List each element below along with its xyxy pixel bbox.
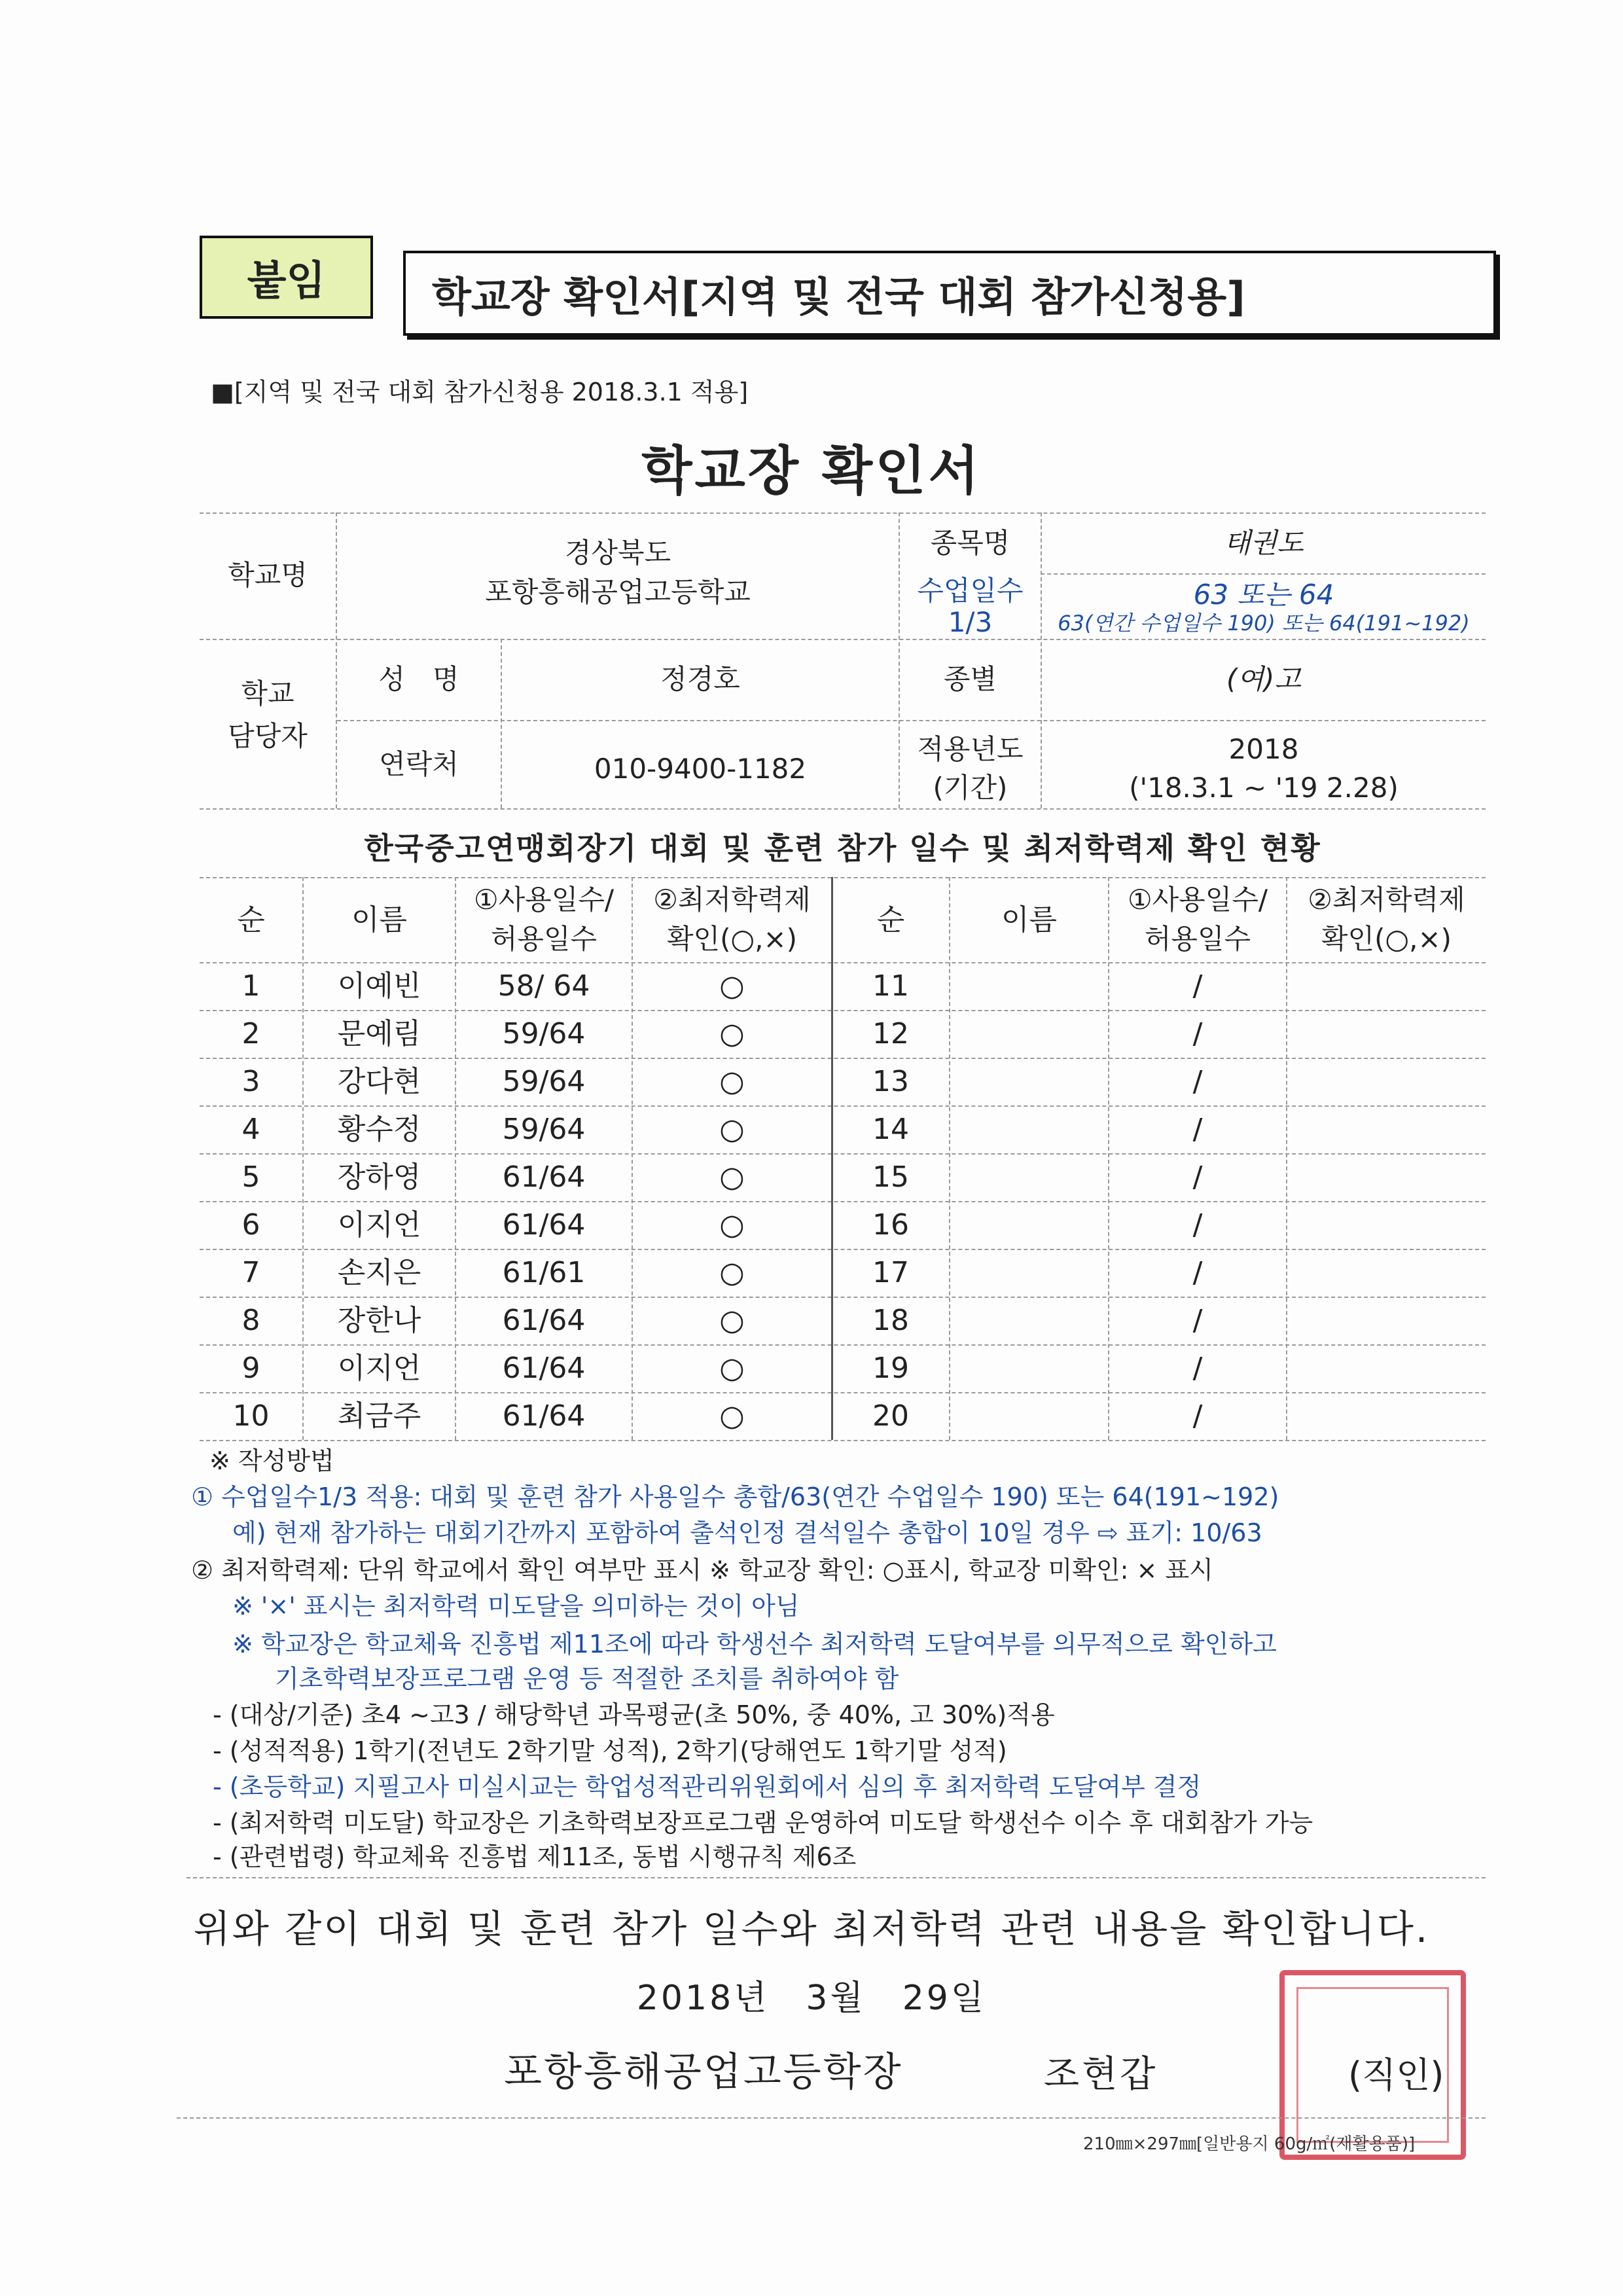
row-name: 장한나	[337, 1304, 421, 1337]
contact-label: 연락처	[379, 748, 459, 781]
status-section-title: 한국중고연맹회장기 대회 및 훈련 참가 일수 및 최저학력제 확인 현황	[364, 831, 1321, 867]
note-line: - (관련법령) 학교체육 진흥법 제11조, 동법 시행규칙 제6조	[213, 1842, 857, 1871]
row-days: 58/ 64	[497, 969, 590, 1003]
rule-line	[337, 720, 1486, 721]
row-days: /	[1192, 1113, 1203, 1146]
applicability-note: ■[지역 및 전국 대회 참가신청용 2018.3.1 적용]	[211, 378, 749, 406]
event-label: 종목명	[930, 526, 1010, 559]
col-header-no: 순	[237, 903, 265, 937]
col-header-no-right: 순	[876, 903, 905, 937]
col-header-check-line2: 확인(○,×)	[666, 922, 798, 955]
row-no: 19	[872, 1352, 909, 1385]
col-header-days-line1: ①사용일수/	[473, 883, 615, 916]
rule-line	[200, 1440, 1486, 1441]
class-days-value: 63 또는 64	[1193, 578, 1334, 611]
notes-heading: ※ 작성방법	[209, 1446, 334, 1475]
school-name-label: 학교명	[228, 559, 308, 592]
row-no: 2	[241, 1017, 260, 1050]
row-days: /	[1192, 1017, 1203, 1050]
school-signer: 포항흥해공업고등학장	[504, 2049, 903, 2095]
col-header-name-right: 이름	[1001, 903, 1057, 937]
row-days: 61/64	[502, 1208, 586, 1242]
note-line: - (최저학력 미도달) 학교장은 기초학력보장프로그램 운영하여 미도달 학생선수 이수 후 대회참가 가능	[213, 1808, 1313, 1837]
row-no: 16	[872, 1208, 909, 1242]
period-range: ('18.3.1 ~ '19 2.28)	[1129, 771, 1399, 804]
row-no: 1	[241, 969, 260, 1003]
row-days: /	[1192, 969, 1203, 1003]
manager-label-line1: 학교	[241, 677, 294, 709]
col-header-days-right-line1: ①사용일수/	[1127, 883, 1268, 916]
row-name: 이지언	[337, 1352, 421, 1385]
row-days: /	[1192, 1399, 1203, 1433]
col-header-days-right-line2: 허용일수	[1144, 922, 1251, 955]
rule-line	[1041, 573, 1486, 575]
row-days: /	[1192, 1256, 1203, 1289]
row-days: /	[1192, 1352, 1203, 1385]
note-line: ※ 학교장은 학교체육 진흥법 제11조에 따라 학생선수 최저학력 도달여부를 의무적으로 확인하고	[232, 1630, 1277, 1659]
row-no: 10	[232, 1399, 270, 1433]
row-no: 14	[872, 1113, 909, 1146]
row-check: ○	[719, 1208, 745, 1242]
row-days: /	[1192, 1208, 1203, 1242]
row-no: 4	[241, 1113, 260, 1146]
col-header-check-right-line1: ②최저학력제	[1308, 883, 1465, 916]
row-check: ○	[719, 1017, 745, 1050]
note-line: - (성적적용) 1학기(전년도 2학기말 성적), 2학기(당해연도 1학기말 성적)	[213, 1736, 1007, 1765]
note-line: 예) 현재 참가하는 대회기간까지 포함하여 출석인정 결석일수 총합이 10일 경우 ⇨ 표기: 10/63	[232, 1518, 1262, 1547]
note-line: ② 최저학력제: 단위 학교에서 확인 여부만 표시 ※ 학교장 확인: ○표시, 학교장 미확인: × 표시	[191, 1556, 1213, 1585]
row-days: 61/64	[502, 1160, 586, 1194]
row-name: 강다현	[337, 1065, 421, 1098]
row-days: /	[1192, 1304, 1203, 1337]
note-line: - (대상/기준) 초4 ~고3 / 해당학년 과목평균(초 50%, 중 40%, 고 30%)적용	[213, 1700, 1055, 1729]
row-name: 문예림	[337, 1017, 421, 1050]
note-line: 기초학력보장프로그램 운영 등 적절한 조치를 취하여야 함	[275, 1664, 899, 1693]
manager-name-label: 성 명	[378, 662, 459, 695]
row-days: 59/64	[502, 1017, 586, 1050]
row-no: 12	[872, 1017, 909, 1050]
row-no: 9	[241, 1352, 260, 1385]
class-days-detail: 63(연간 수업일수 190) 또는 64(191~192)	[1058, 611, 1470, 636]
note-line: ① 수업일수1/3 적용: 대회 및 훈련 참가 사용일수 총합/63(연간 수업일수 190) 또는 64(191~192)	[191, 1482, 1279, 1511]
class-days-label: 수업일수	[917, 574, 1024, 607]
row-check: ○	[719, 1160, 745, 1194]
note-line: - (초등학교) 지필고사 미실시교는 학업성적관리위원회에서 심의 후 최저학력 도달여부 결정	[213, 1772, 1202, 1801]
col-header-check-right-line2: 확인(○,×)	[1321, 922, 1452, 955]
contact-value: 010-9400-1182	[594, 752, 807, 785]
manager-label-line2: 담당자	[228, 719, 308, 752]
row-no: 13	[872, 1065, 909, 1098]
row-name: 이예빈	[337, 969, 421, 1003]
row-days: 61/64	[502, 1399, 586, 1433]
row-name: 최금주	[337, 1399, 421, 1433]
class-days-fraction-label: 1/3	[948, 605, 993, 638]
school-name: 포항흥해공업고등학교	[485, 575, 751, 608]
division-value: (여)고	[1226, 662, 1301, 695]
note-line: ※ '×' 표시는 최저학력 미도달을 의미하는 것이 아님	[232, 1592, 800, 1621]
row-check: ○	[719, 1399, 745, 1433]
row-days: 61/64	[502, 1352, 586, 1385]
row-no: 15	[872, 1160, 909, 1194]
row-days: /	[1192, 1065, 1203, 1098]
seal-label: (직인)	[1348, 2054, 1444, 2096]
col-header-days-line2: 허용일수	[490, 922, 597, 955]
row-name: 이지언	[337, 1208, 421, 1242]
row-days: /	[1192, 1160, 1203, 1194]
row-name: 장하영	[337, 1160, 421, 1194]
division-label: 종별	[943, 662, 997, 695]
row-no: 17	[872, 1256, 909, 1289]
col-header-name: 이름	[351, 903, 407, 937]
row-days: 61/64	[502, 1304, 586, 1337]
row-check: ○	[719, 1065, 745, 1098]
row-no: 6	[241, 1208, 260, 1242]
row-name: 황수정	[337, 1113, 421, 1146]
row-no: 11	[872, 969, 909, 1003]
row-check: ○	[719, 1113, 745, 1146]
row-days: 59/64	[502, 1113, 586, 1146]
form-title-box: 학교장 확인서[지역 및 전국 대회 참가신청용]	[403, 251, 1496, 336]
rule-line	[177, 2117, 1486, 2119]
row-check: ○	[719, 1352, 745, 1385]
row-days: 61/61	[502, 1256, 586, 1289]
period-year: 2018	[1228, 732, 1299, 765]
row-check: ○	[719, 969, 745, 1003]
row-name: 손지은	[337, 1256, 421, 1289]
issue-date: 2018년 3월 29일	[636, 1979, 987, 2018]
row-no: 20	[872, 1399, 909, 1433]
rule-line	[200, 512, 1486, 514]
row-check: ○	[719, 1256, 745, 1289]
principal-name: 조현갑	[1044, 2053, 1158, 2096]
row-no: 7	[241, 1256, 260, 1289]
school-region: 경상북도	[564, 536, 671, 569]
attachment-badge: 붙임	[200, 236, 373, 319]
rule-line	[1286, 877, 1287, 1440]
period-label-line1: 적용년도	[917, 732, 1024, 765]
paper-spec: 210㎜×297㎜[일반용지 60g/㎡(재활용품)]	[1083, 2134, 1416, 2154]
col-header-check-line1: ②최저학력제	[653, 883, 811, 916]
row-check: ○	[719, 1304, 745, 1337]
confirmation-statement: 위와 같이 대회 및 훈련 참가 일수와 최저학력 관련 내용을 확인합니다.	[193, 1907, 1430, 1951]
row-no: 8	[241, 1304, 260, 1337]
row-no: 3	[241, 1065, 260, 1098]
row-no: 18	[872, 1304, 909, 1337]
rule-line	[200, 808, 1486, 810]
manager-name: 정경호	[660, 662, 740, 695]
document-title: 학교장 확인서	[641, 440, 982, 501]
event-value: 태권도	[1224, 526, 1304, 559]
row-days: 59/64	[502, 1065, 586, 1098]
row-no: 5	[241, 1160, 260, 1194]
period-label-line2: (기간)	[933, 771, 1008, 804]
rule-line	[187, 1877, 1486, 1878]
